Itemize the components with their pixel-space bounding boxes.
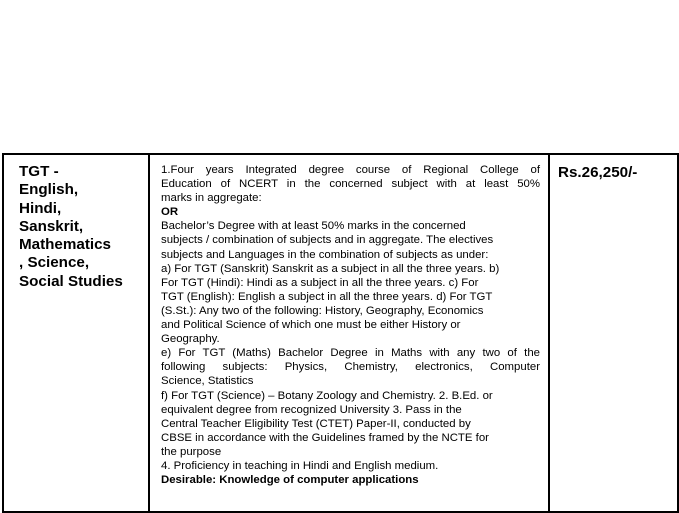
post-name-line: Hindi, bbox=[19, 199, 62, 217]
post-name-line: Mathematics bbox=[19, 236, 112, 254]
qualification-line: and Political Science of which one must be either History or bbox=[161, 319, 461, 332]
qualification-line: subjects and Languages in the combination of subjects as under: bbox=[161, 248, 489, 261]
pay-scale-cell bbox=[549, 154, 678, 512]
qualification-line: For TGT (Hindi): Hindi as a subject in all the three years. c) For bbox=[161, 276, 479, 289]
qualification-line: a) For TGT (Sanskrit) Sanskrit as a subject in all the three years. b) bbox=[161, 262, 500, 275]
qualification-line: Geography. bbox=[161, 333, 220, 346]
qualification-line: 1.Four years Integrated degree course of Regional College of bbox=[161, 164, 540, 176]
qualification-line: f) For TGT (Science) – Botany Zoology and Chemistry. 2. B.Ed. or bbox=[161, 389, 493, 402]
qualification-line: 4. Proficiency in teaching in Hindi and English medium. bbox=[161, 459, 439, 472]
qualification-line: marks in aggregate: bbox=[161, 192, 262, 205]
qualification-line: TGT (English): English a subject in all the three years. d) For TGT bbox=[161, 290, 493, 303]
qualification-line: (S.St.): Any two of the following: History, Geography, Economics bbox=[161, 304, 484, 317]
qualification-line: Science, Statistics bbox=[161, 375, 254, 388]
qualification-line: the purpose bbox=[161, 445, 222, 458]
post-name-line: , Science, bbox=[19, 254, 90, 272]
post-name-line: Sanskrit, bbox=[19, 217, 84, 235]
qualification-line: following subjects: Physics, Chemistry, electronics, Computer bbox=[161, 361, 540, 374]
pay-scale: Rs.26,250/- bbox=[558, 164, 638, 181]
qualification-line: equivalent degree from recognized University 3. Pass in the bbox=[161, 403, 462, 416]
post-name-line: Social Studies bbox=[19, 272, 123, 290]
desirable-note: Desirable: Knowledge of computer applications bbox=[161, 474, 419, 487]
table-row bbox=[3, 154, 678, 512]
post-name-line: TGT - bbox=[19, 163, 59, 180]
qualification-line: Central Teacher Eligibility Test (CTET) Paper-II, conducted by bbox=[161, 417, 471, 430]
qualification-line: e) For TGT (Maths) Bachelor Degree in Maths with any two of the bbox=[161, 347, 540, 360]
qualification-line: Education of NCERT in the concerned subject with at least 50% bbox=[161, 178, 540, 191]
qualification-line: Bachelor’s Degree with at least 50% marks in the concerned bbox=[161, 220, 466, 233]
post-name-line: English, bbox=[19, 181, 79, 199]
or-label: OR bbox=[161, 206, 179, 219]
qualification-cell bbox=[149, 154, 549, 512]
qualification-table bbox=[2, 153, 679, 513]
post-name-cell bbox=[3, 154, 149, 512]
qualification-line: CBSE in accordance with the Guidelines framed by the NCTE for bbox=[161, 431, 489, 444]
qualification-line: subjects / combination of subjects and in aggregate. The electives bbox=[161, 234, 494, 247]
